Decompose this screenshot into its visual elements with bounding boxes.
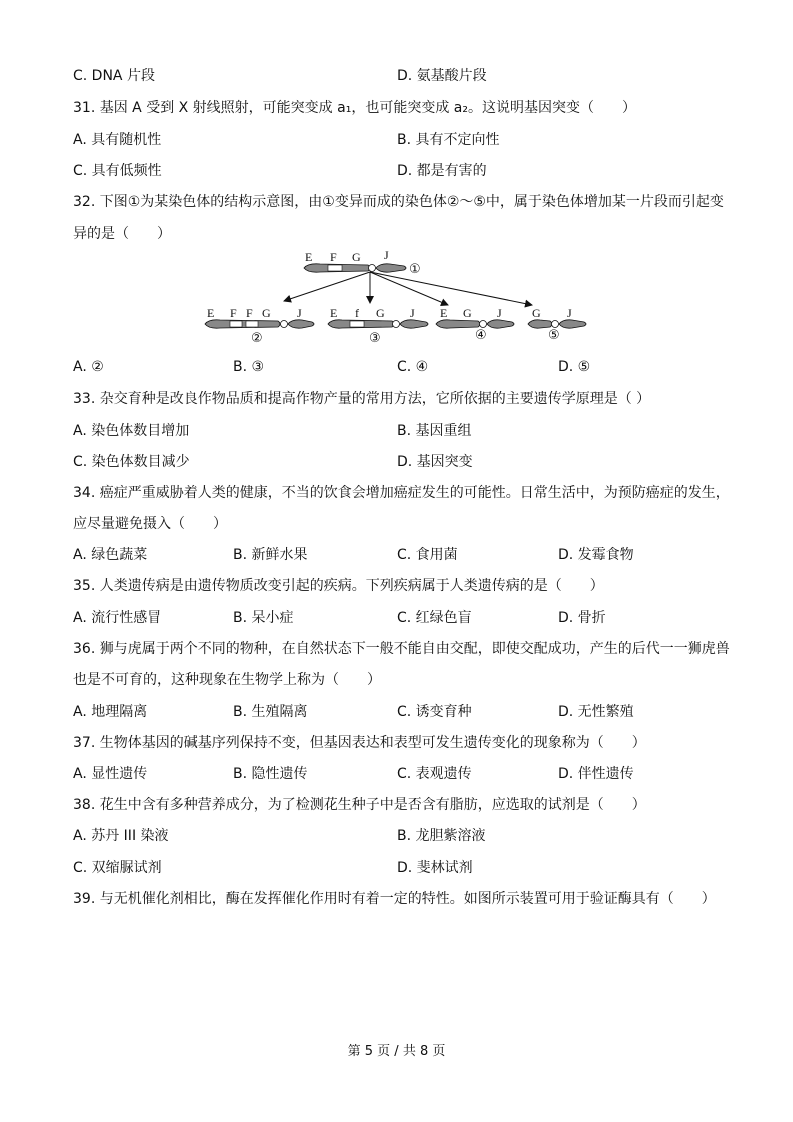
chromosome-5 — [528, 306, 586, 343]
q34-option-c: C. 食用菌 — [397, 547, 458, 563]
q32-stem-line1: 32. 下图①为某染色体的结构示意图，由①变异而成的染色体②～⑤中，属于染色体增加某一片段而引起变 — [73, 194, 724, 210]
c3-gene-1: E — [330, 306, 338, 320]
c2-gene-3: F — [246, 306, 253, 320]
c1-gene-3: G — [352, 250, 361, 264]
q35-option-d: D. 骨折 — [558, 610, 606, 626]
q38-option-c: C. 双缩脲试剂 — [73, 860, 162, 876]
q34-option-a: A. 绿色蔬菜 — [73, 547, 148, 563]
c5-gene-2: J — [567, 306, 572, 320]
c4-gene-3: J — [497, 306, 502, 320]
c1-gene-4: J — [384, 248, 389, 262]
q30-option-c: C. DNA 片段 — [73, 68, 155, 84]
chromosome-1 — [304, 248, 421, 277]
c2-gene-1: E — [207, 306, 215, 320]
chromosome-2 — [205, 306, 314, 346]
chromosome-figure — [200, 248, 600, 348]
q37-option-d: D. 伴性遗传 — [558, 766, 634, 782]
c5-gene-1: G — [532, 306, 541, 320]
chromosome-3 — [328, 306, 428, 346]
c1-gene-1: E — [305, 250, 313, 264]
q33-stem: 33. 杂交育种是改良作物品质和提高作物产量的常用方法，它所依据的主要遗传学原理是（ ） — [73, 391, 651, 407]
q34-stem-line2: 应尽量避免摄入（ ） — [73, 516, 227, 532]
q34-stem-line1: 34. 癌症严重威胁着人类的健康，不当的饮食会增加癌症发生的可能性。日常生活中，为预防癌症的发生， — [73, 485, 730, 501]
q35-option-a: A. 流行性感冒 — [73, 610, 162, 626]
q32-option-b: B. ③ — [233, 359, 265, 375]
q34-option-d: D. 发霉食物 — [558, 547, 634, 563]
c3-gene-3: G — [376, 306, 385, 320]
c5-number: ⑤ — [548, 328, 560, 343]
c4-number: ④ — [475, 328, 487, 343]
q36-stem-line2: 也是不可育的，这种现象在生物学上称为（ ） — [73, 672, 381, 688]
q33-option-d: D. 基因突变 — [397, 454, 473, 470]
c3-gene-4: J — [410, 306, 415, 320]
c2-gene-4: G — [262, 306, 271, 320]
c3-number: ③ — [369, 331, 381, 346]
q31-stem: 31. 基因 A 受到 X 射线照射，可能突变成 a₁，也可能突变成 a₂。这说明基因突变（ ） — [73, 100, 636, 116]
q37-option-b: B. 隐性遗传 — [233, 766, 308, 782]
q32-option-a: A. ② — [73, 359, 104, 375]
q35-stem: 35. 人类遗传病是由遗传物质改变引起的疾病。下列疾病属于人类遗传病的是（ ） — [73, 578, 604, 594]
q35-option-c: C. 红绿色盲 — [397, 610, 472, 626]
q36-option-c: C. 诱变育种 — [397, 704, 472, 720]
q36-option-a: A. 地理隔离 — [73, 704, 148, 720]
q32-stem-line2: 异的是（ ） — [73, 226, 171, 242]
q32-option-d: D. ⑤ — [558, 359, 591, 375]
c1-number: ① — [409, 262, 421, 277]
q31-option-c: C. 具有低频性 — [73, 163, 162, 179]
q33-option-c: C. 染色体数目减少 — [73, 454, 190, 470]
q33-option-a: A. 染色体数目增加 — [73, 423, 190, 439]
c2-number: ② — [251, 331, 263, 346]
c4-gene-2: G — [463, 306, 472, 320]
q37-option-a: A. 显性遗传 — [73, 766, 148, 782]
chromosome-4 — [436, 306, 514, 343]
c1-gene-2: F — [330, 250, 337, 264]
c2-gene-2: F — [230, 306, 237, 320]
q34-option-b: B. 新鲜水果 — [233, 547, 308, 563]
q33-option-b: B. 基因重组 — [397, 423, 472, 439]
q31-option-b: B. 具有不定向性 — [397, 132, 500, 148]
q38-option-a: A. 苏丹 III 染液 — [73, 828, 169, 844]
c2-gene-5: J — [297, 306, 302, 320]
page-footer: 第 5 页 / 共 8 页 — [347, 1044, 446, 1059]
q30-option-d: D. 氨基酸片段 — [397, 68, 487, 84]
q38-stem: 38. 花生中含有多种营养成分，为了检测花生种子中是否含有脂肪，应选取的试剂是（ ） — [73, 797, 646, 813]
q35-option-b: B. 呆小症 — [233, 610, 294, 626]
c4-gene-1: E — [440, 306, 448, 320]
q39-stem: 39. 与无机催化剂相比，酶在发挥催化作用时有着一定的特性。如图所示装置可用于验证酶具有（ ） — [73, 891, 716, 907]
q31-option-a: A. 具有随机性 — [73, 132, 162, 148]
q36-stem-line1: 36. 狮与虎属于两个不同的物种，在自然状态下一般不能自由交配，即使交配成功，产生的后代一一狮虎兽 — [73, 641, 730, 657]
q37-stem: 37. 生物体基因的碱基序列保持不变，但基因表达和表型可发生遗传变化的现象称为（ ） — [73, 735, 646, 751]
q31-option-d: D. 都是有害的 — [397, 163, 487, 179]
q38-option-b: B. 龙胆紫溶液 — [397, 828, 486, 844]
q38-option-d: D. 斐林试剂 — [397, 860, 473, 876]
q36-option-b: B. 生殖隔离 — [233, 704, 308, 720]
q37-option-c: C. 表观遗传 — [397, 766, 472, 782]
q36-option-d: D. 无性繁殖 — [558, 704, 634, 720]
q32-option-c: C. ④ — [397, 359, 429, 375]
c3-gene-2: f — [355, 306, 359, 320]
